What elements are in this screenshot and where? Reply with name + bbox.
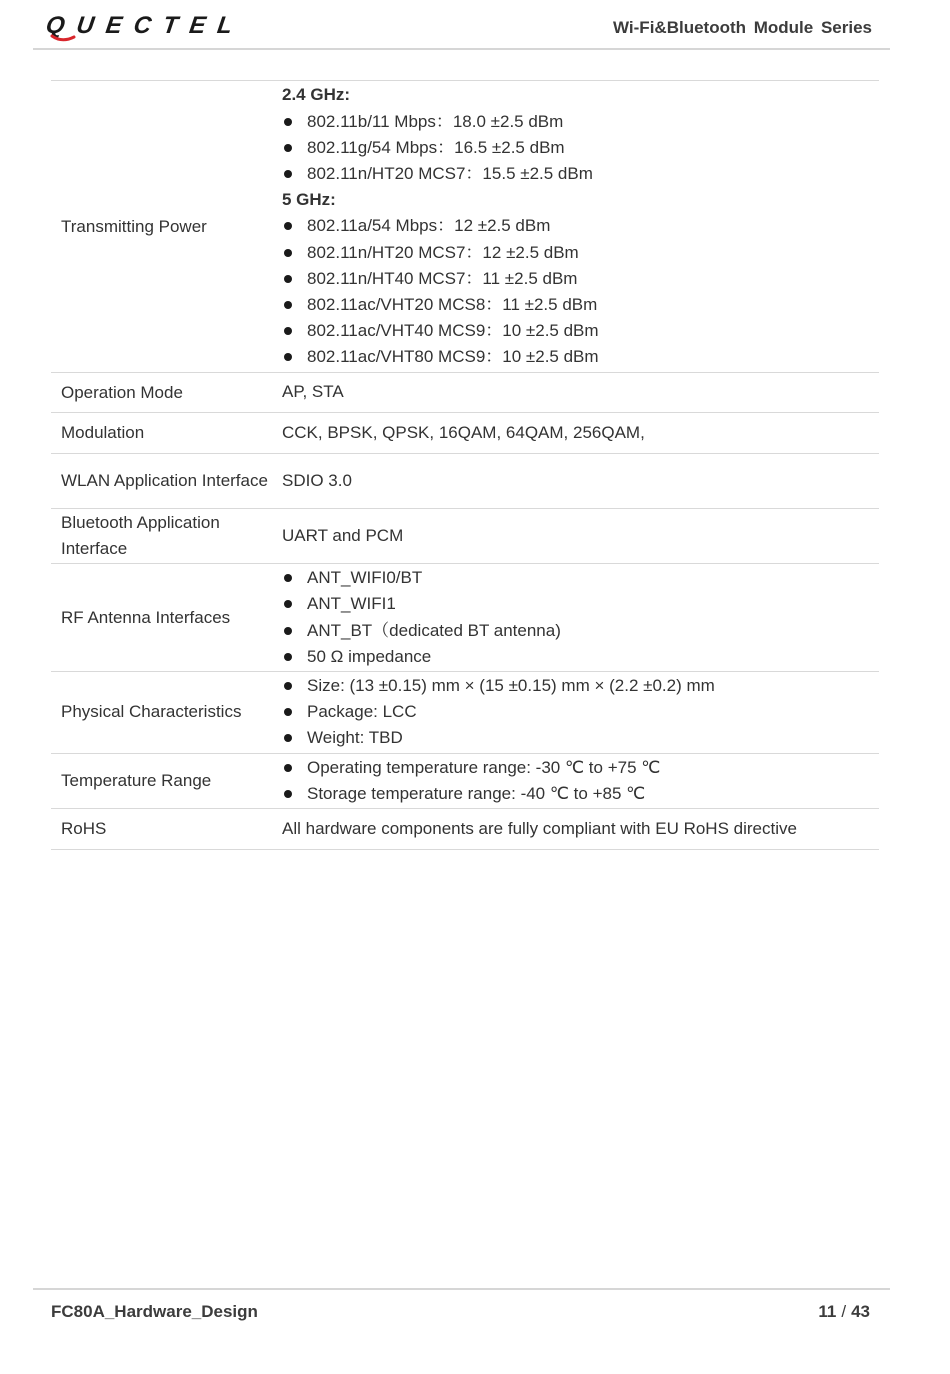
value-text: SDIO 3.0 — [282, 470, 352, 490]
spec-label: Physical Characteristics — [51, 672, 272, 754]
bullet-item: 802.11ac/VHT20 MCS8：11 ±2.5 dBm — [282, 292, 879, 318]
series-title: Wi-Fi&Bluetooth Module Series — [613, 18, 872, 37]
value-text: CCK, BPSK, QPSK, 16QAM, 64QAM, 256QAM, — [282, 422, 645, 442]
table-row — [51, 454, 879, 509]
spec-label: RF Antenna Interfaces — [51, 564, 272, 672]
quectel-logo — [44, 12, 240, 42]
page-total: 43 — [851, 1302, 870, 1321]
spec-value — [272, 753, 879, 808]
spec-value — [272, 809, 879, 850]
bullet-item: 50 Ω impedance — [282, 644, 879, 670]
bullet-item: 802.11n/HT40 MCS7：11 ±2.5 dBm — [282, 266, 879, 292]
bullet-item: 802.11n/HT20 MCS7：15.5 ±2.5 dBm — [282, 161, 879, 187]
bullet-item: 802.11a/54 Mbps：12 ±2.5 dBm — [282, 213, 879, 239]
bullet-item: 802.11ac/VHT40 MCS9：10 ±2.5 dBm — [282, 318, 879, 344]
spec-label: Modulation — [51, 413, 272, 454]
document-name: FC80A_Hardware_Design — [51, 1302, 258, 1321]
header-divider — [33, 48, 890, 50]
spec-value — [272, 564, 879, 672]
spec-label: Transmitting Power — [51, 81, 272, 373]
table-row — [51, 413, 879, 454]
spec-table — [51, 80, 879, 850]
table-row — [51, 81, 879, 373]
bullet-item: Package: LCC — [282, 699, 879, 725]
spec-value — [272, 672, 879, 754]
bullet-item: ANT_WIFI0/BT — [282, 565, 879, 591]
spec-value — [272, 509, 879, 564]
page-header — [0, 0, 950, 52]
bullet-item: 802.11b/11 Mbps：18.0 ±2.5 dBm — [282, 109, 879, 135]
footer-divider — [33, 1288, 890, 1290]
band-heading: 5 GHz: — [282, 190, 336, 210]
table-row — [51, 373, 879, 413]
value-text: AP, STA — [282, 382, 344, 402]
spec-label: Temperature Range — [51, 753, 272, 808]
bullet-item: ANT_BT（dedicated BT antenna) — [282, 618, 879, 644]
value-text: UART and PCM — [282, 525, 404, 545]
spec-value — [272, 81, 879, 373]
page-number — [818, 1302, 870, 1322]
spec-value — [272, 454, 879, 509]
page-current: 11 — [818, 1302, 837, 1321]
bullet-item: 802.11n/HT20 MCS7：12 ±2.5 dBm — [282, 240, 879, 266]
table-row — [51, 564, 879, 672]
bullet-item: Size: (13 ±0.15) mm × (15 ±0.15) mm × (2.2 ±0.2) mm — [282, 673, 879, 699]
spec-label: RoHS — [51, 809, 272, 850]
spec-label: Bluetooth Application Interface — [51, 509, 272, 564]
page-separator: / — [841, 1302, 847, 1321]
spec-label: Operation Mode — [51, 373, 272, 413]
spec-value — [272, 413, 879, 454]
bullet-item: Weight: TBD — [282, 725, 879, 751]
table-row — [51, 809, 879, 850]
bullet-item: ANT_WIFI1 — [282, 591, 879, 617]
spec-label: WLAN Application Interface — [51, 454, 272, 509]
band-heading: 2.4 GHz: — [282, 85, 351, 105]
bullet-item: 802.11g/54 Mbps：16.5 ±2.5 dBm — [282, 135, 879, 161]
spec-value — [272, 373, 879, 413]
table-row — [51, 672, 879, 754]
value-text: All hardware components are fully compliant with EU RoHS directive — [282, 818, 797, 838]
svg-text:QUECTEL: QUECTEL — [44, 12, 238, 39]
table-row — [51, 509, 879, 564]
table-row — [51, 753, 879, 808]
bullet-item: 802.11ac/VHT80 MCS9：10 ±2.5 dBm — [282, 344, 879, 370]
bullet-item: Storage temperature range: -40 ℃ to +85 ℃ — [282, 781, 879, 807]
bullet-item: Operating temperature range: -30 ℃ to +75 ℃ — [282, 755, 879, 781]
